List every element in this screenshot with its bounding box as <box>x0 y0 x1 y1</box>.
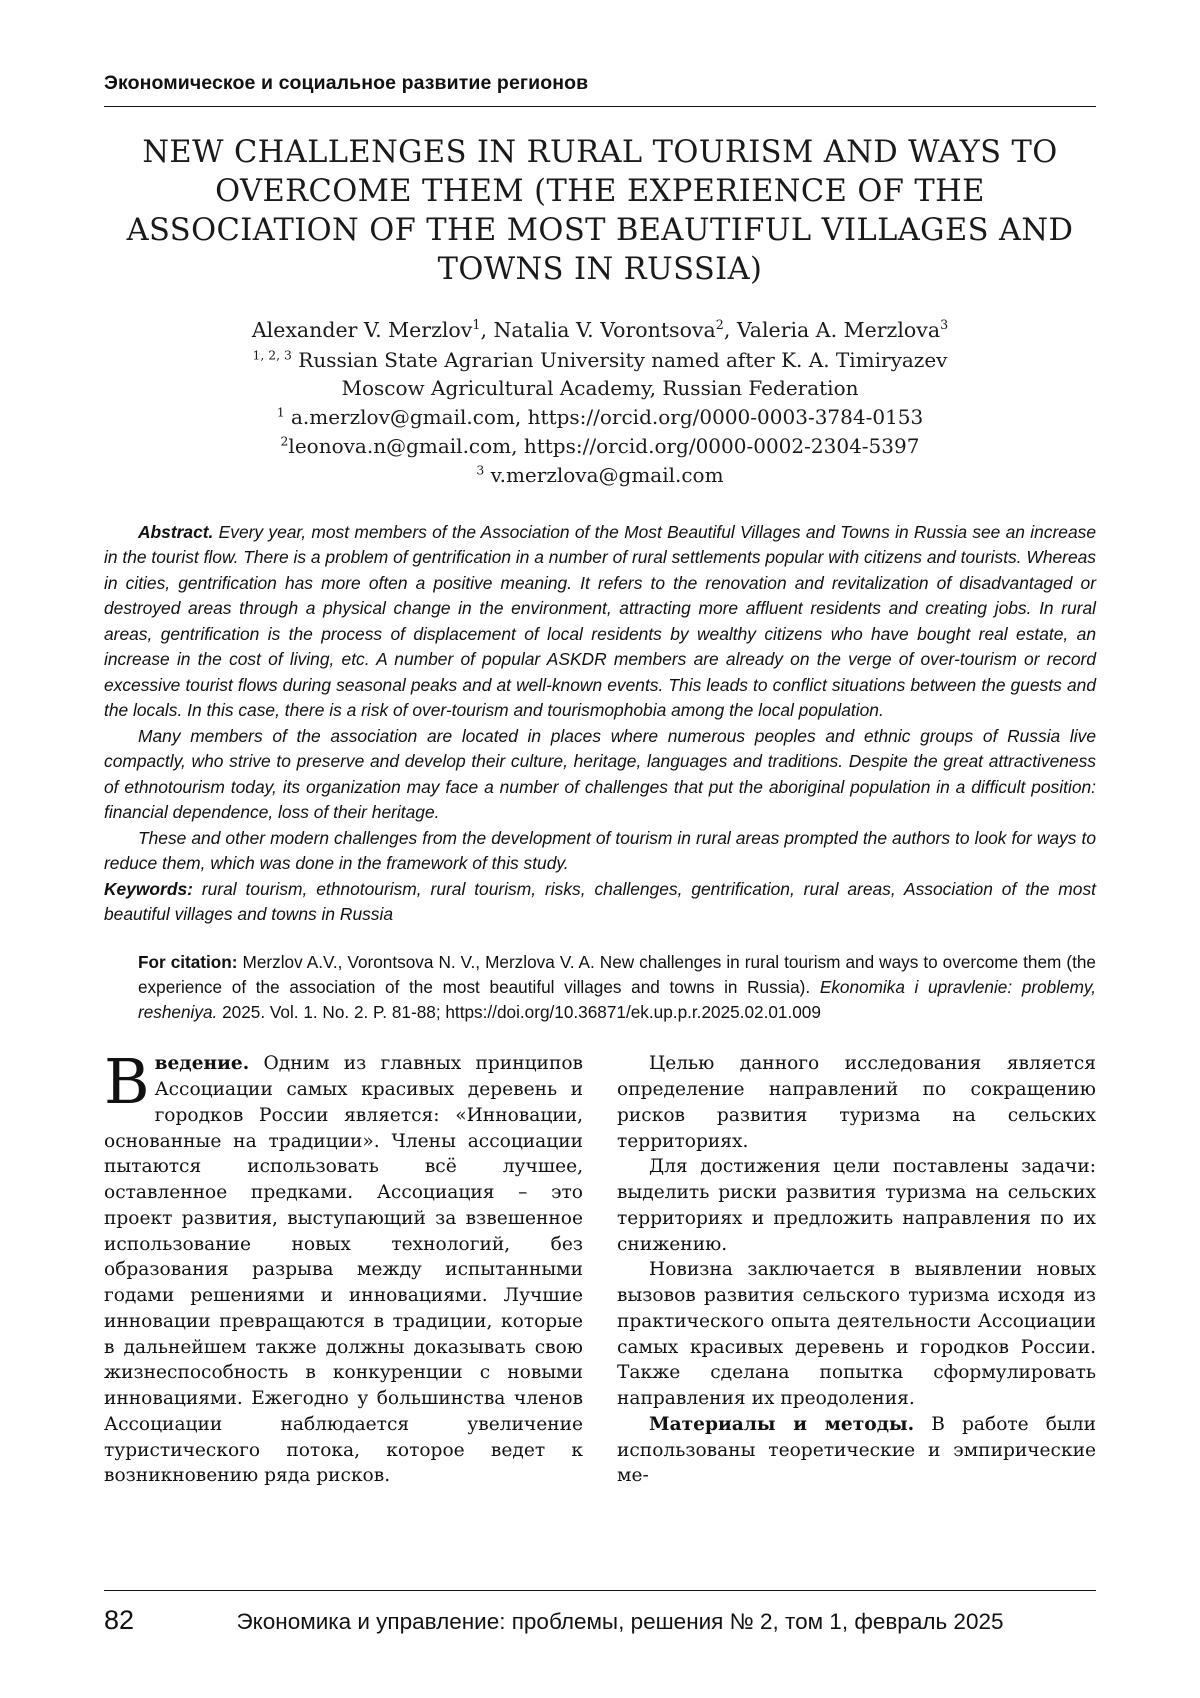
abstract-paragraph-1 <box>104 520 1096 724</box>
body-columns <box>104 1045 1096 1489</box>
affiliation-sup: 1, 2, 3 <box>252 346 292 362</box>
keywords-paragraph <box>104 877 1096 928</box>
abstract-label: Abstract. <box>138 521 214 542</box>
right-paragraph-2: Для достижения цели поставлены задачи: выделить риски развития туризма на сельских территориях и предложить направления по их снижению. <box>617 1156 1096 1255</box>
author-name-1: Alexander V. Merzlov <box>251 318 473 343</box>
header-divider <box>104 106 1096 107</box>
author-name-3: , Valeria A. Merzlova <box>723 318 941 343</box>
right-paragraph-4 <box>617 1412 1096 1489</box>
contact-line-1 <box>104 403 1096 432</box>
contact-sup-3: 3 <box>476 462 485 478</box>
citation-text-1: Merzlov A.V., Vorontsova N. V., Merzlova V. A. New challenges in rural tourism and ways to overcome them (the experience of the association of the most beautiful villages and towns in Russia). <box>138 951 1096 997</box>
contact-text-1[interactable]: a.merzlov@gmail.com, https://orcid.org/0000-0003-3784-0153 <box>284 405 924 430</box>
page-number: 82 <box>104 1605 135 1635</box>
contact-sup-2: 2 <box>280 433 289 449</box>
citation-journal: Ekonomika i upravlenie: problemy, resheniya. <box>138 976 1097 1023</box>
right-text-4: В работе были использованы теоретические и эмпирические ме- <box>617 1413 1096 1487</box>
column-left <box>104 1045 583 1489</box>
contact-sup-1: 1 <box>276 404 285 420</box>
author-sup-2: 2 <box>715 317 724 333</box>
page-title: NEW CHALLENGES IN RURAL TOURISM AND WAYS TO OVERCOME THEM (THE EXPERIENCE OF THE ASSOCIATION OF THE MOST BEAUTIFUL VILLAGES AND TOWNS IN RUSSIA) <box>126 135 1074 288</box>
abstract-section <box>104 520 1096 928</box>
right-paragraph-1: Целью данного исследования является определение направлений по сокращению рисков развития туризма на сельских территориях. <box>617 1053 1096 1152</box>
author-sup-1: 1 <box>472 317 481 333</box>
abstract-paragraph-2: Many members of the association are located in places where numerous peoples and ethnic groups of Russia live compactly, who strive to preserve and develop their culture, heritage, languages and traditions. Despite the great attractiveness of ethnotourism today, its organization may face a number of challenges that put the aboriginal population in a difficult position: financial dependence, loss of their heritage. <box>104 725 1096 823</box>
contact-line-2 <box>104 432 1096 461</box>
footer-divider <box>104 1590 1096 1591</box>
citation-label: For citation: <box>138 951 238 972</box>
affiliation-line-2: Moscow Agricultural Academy, Russian Federation <box>341 376 859 401</box>
footer-row <box>104 1605 1096 1636</box>
author-name-2: , Natalia V. Vorontsova <box>480 318 716 343</box>
contact-text-3[interactable]: v.merzlova@gmail.com <box>484 462 724 487</box>
authors-block <box>104 316 1096 490</box>
author-sup-3: 3 <box>940 317 949 333</box>
page-footer <box>104 1590 1096 1636</box>
keywords-text: rural tourism, ethnotourism, rural tourism, risks, challenges, gentrification, rural areas, Association of the most beautiful villages and towns in Russia <box>104 878 1096 925</box>
citation-text-2[interactable]: 2025. Vol. 1. No. 2. P. 81-88; https://doi.org/10.36871/ek.up.p.r.2025.02.01.009 <box>217 1002 821 1023</box>
affiliation-text-1: Russian State Agrarian University named after K. A. Timiryazev <box>291 347 948 372</box>
abstract-paragraph-3: These and other modern challenges from the development of tourism in rural areas prompted the authors to look for ways to reduce them, which was done in the framework of this study. <box>104 827 1096 874</box>
keywords-label: Keywords: <box>104 878 193 899</box>
right-runin-heading: Материалы и методы. <box>649 1413 915 1435</box>
abstract-text-1: Every year, most members of the Association of the Most Beautiful Villages and Towns in Russia see an increase in the tourist flow. There is a problem of gentrification in a number of rural settlements popular with citizens and tourists. Whereas in cities, gentrification has more often a positive meaning. It refers to the renovation and revitalization of disadvantaged or destroyed areas through a physical change in the environment, attracting more affluent residents and creating jobs. In rural areas, gentrification is the process of displacement of local residents by wealthy citizens who have bought real estate, an increase in the cost of living, etc. A number of popular ASKDR members are already on the verge of over-tourism or record excessive tourist flows during seasonal peaks and at well-known events. This leads to conflict situations between the guests and the locals. In this case, there is a risk of over-tourism and tourismophobia among the local population. <box>104 521 1096 721</box>
left-text-1: Одним из главных принципов Ассоциации самых красивых деревень и городков России является: «Инновации, основанные на традиции». Члены ассоциации пытаются использовать всё лучшее, оставленное предками. Ассоциация – это проект развития, выступающий за взвешенное использование новых технологий, без образования разрыва между испытанными годами решениями и инновациями. Лучшие инновации превращаются в традиции, которые в дальнейшем также должны доказывать свою жизнеспособность в конкуренции с новыми инновациями. Ежегодно у большинства членов Ассоциации наблюдается увеличение туристического потока, которое ведет к возникновению ряда рисков. <box>104 1053 583 1487</box>
column-right <box>617 1051 1096 1489</box>
right-paragraph-3: Новизна заключается в выявлении новых вызовов развития сельского туризма исходя из практического опыта деятельности Ассоциации самых красивых деревень и городков России. Также сделана попытка сформулировать направления их преодоления. <box>617 1259 1096 1410</box>
drop-cap: В <box>104 1045 150 1119</box>
author-names <box>104 316 1096 346</box>
running-head: Экономическое и социальное развитие регионов <box>104 72 589 94</box>
left-runin-heading: ведение. <box>154 1053 250 1075</box>
left-paragraph-1 <box>104 1045 583 1489</box>
contact-text-2[interactable]: leonova.n@gmail.com, https://orcid.org/0000-0002-2304-5397 <box>288 434 920 459</box>
citation-block <box>138 950 1096 1026</box>
affiliation-line-1 <box>104 346 1096 375</box>
contact-line-3 <box>104 461 1096 490</box>
footer-journal-text: Экономика и управление: проблемы, решения № 2, том 1, февраль 2025 <box>236 1609 1004 1634</box>
